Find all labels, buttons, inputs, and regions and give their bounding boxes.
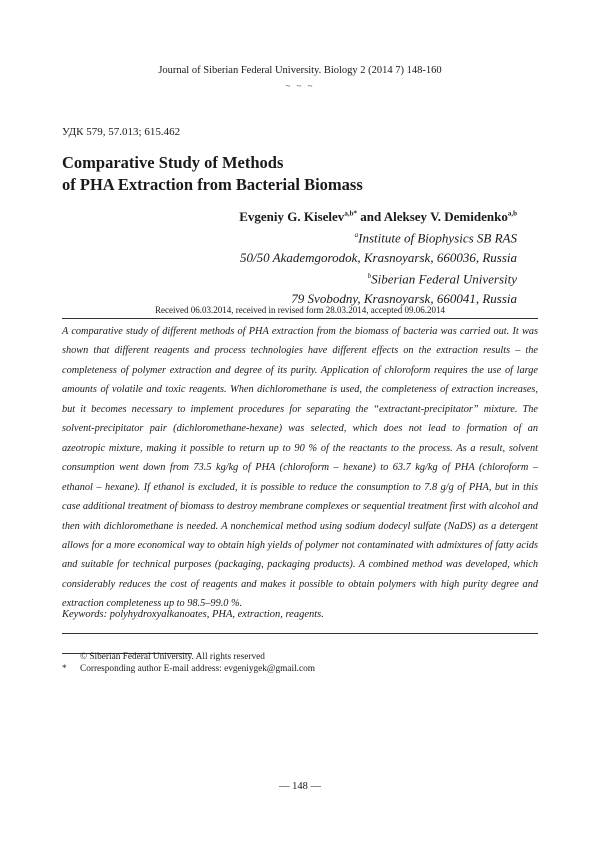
page-number: ― 148 ― <box>279 781 321 792</box>
received-dates: Received 06.03.2014, received in revised form 28.03.2014, accepted 09.06.2014 <box>155 305 445 315</box>
author-name: Aleksey V. Demidenko <box>383 209 508 224</box>
article-title-line-2: of PHA Extraction from Bacterial Biomass <box>62 175 363 194</box>
affiliation-address: 79 Svobodny, Krasnoyarsk, 660041, Russia <box>291 291 517 307</box>
author-affiliation-marker: a,b <box>507 209 517 218</box>
corresponding-author-email[interactable]: Corresponding author E-mail address: evgeniygek@gmail.com <box>80 664 315 674</box>
corresponding-author-footnote <box>62 664 315 674</box>
author-list <box>239 209 517 225</box>
abstract-top-rule <box>62 318 538 319</box>
affiliation-name: $^b$Siberian Federal University <box>367 271 517 287</box>
footnote-marker: * <box>62 664 67 674</box>
author-affiliation-marker: a,b* <box>344 209 357 218</box>
affiliation-address: 50/50 Akademgorodok, Krasnoyarsk, 660036, Russia <box>240 249 517 265</box>
author-conjunction: and <box>356 209 384 224</box>
affiliations <box>240 226 517 309</box>
journal-header: Journal of Siberian Federal University. Biology 2 (2014 7) 148-160 <box>158 65 442 76</box>
article-title-line-1: Comparative Study of Methods <box>62 153 284 172</box>
author-name: Evgeniy G. Kiselev <box>239 209 345 224</box>
affiliation-marker: b <box>367 272 372 281</box>
affiliation-name: $^a$Institute of Biophysics SB RAS <box>354 230 517 246</box>
udk-code: УДК 579, 57.013; 615.462 <box>62 126 181 138</box>
affiliation-marker: a <box>354 231 359 239</box>
keywords: Keywords: polyhydroxyalkanoates, PHA, extraction, reagents. <box>62 609 324 620</box>
copyright-footnote: © Siberian Federal University. All rights reserved <box>80 652 265 662</box>
abstract-bottom-rule <box>62 633 538 634</box>
article-title <box>62 152 542 196</box>
abstract-text: A comparative study of different methods of PHA extraction from the biomass of bacteria was carried out. It was shown that different reagents and process technologies have different effects on the extraction results – the completeness of polymer extraction and degree of its purity. Application of chloroform requires the use of large amounts of volatile and toxic reagents. When dichloromethane is used, the completeness of extraction increases, but it becomes necessary to implement procedures for separating the “extractant-precipitator” mixture. The solvent-precipitator pair (dichloromethane-hexane) was selected, which does not lead to formation of an azeotropic mixture, making it possible to return up to 90 % of the reactants to the process. As a result, solvent consumption went down from 73.5 kg/kg of PHA (chloroform – hexane) to 63.7 kg/kg of PHA (chloroform – ethanol – hexane). If ethanol is excluded, it is possible to reduce the consumption to 7.8 g/g of PHA, but in this case additional treatment of biomass to destroy membrane complexes or sequential treatment first with alcohol and then with dichloromethane is needed. A nonchemical method using sodium dodecyl sulfate (NaDS) as a detergent allows for a more economical way to obtain high yields of polymer not contaminated with admixtures of fatty acids and suitable for technical purposes (packaging, packaging products). A combined method was developed, which considerably reduces the cost of reagents and makes it possible to obtain polymers with high purity degree and extraction completeness up to 98.5–99.0 %. <box>62 326 538 610</box>
header-ornament: ~ ~ ~ <box>285 81 315 91</box>
